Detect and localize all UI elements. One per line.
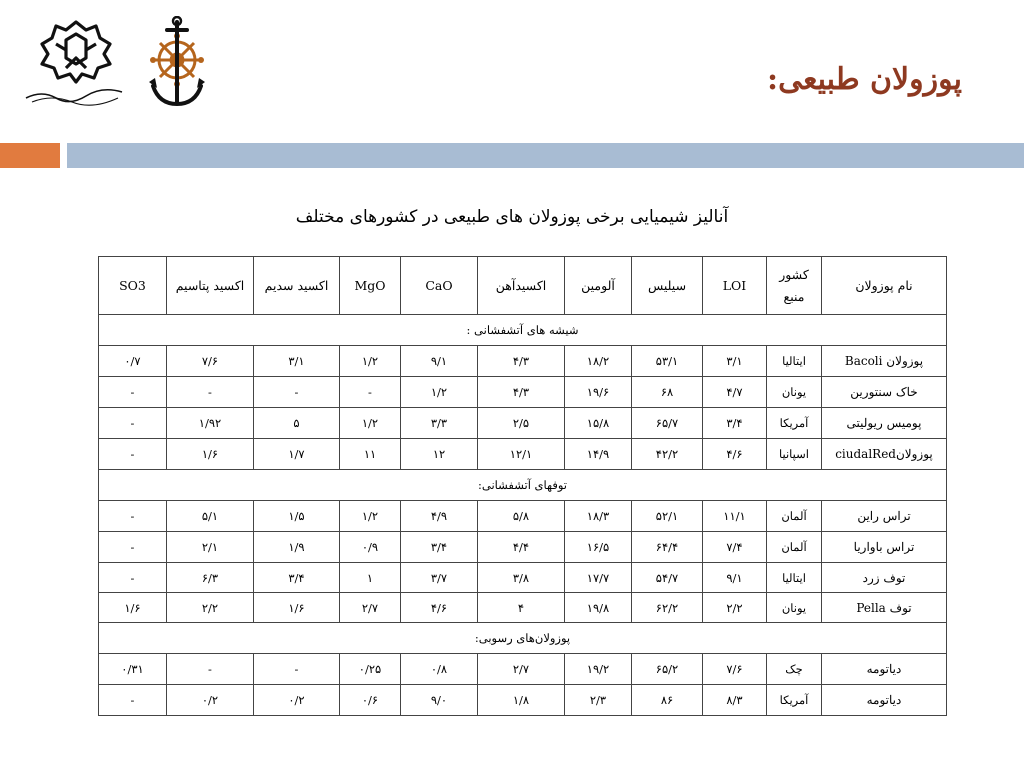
country-cell: آلمان — [767, 501, 822, 532]
accent-bar-blue — [67, 143, 1024, 168]
pozzolan-name-cell: توف زرد — [822, 563, 947, 593]
value-cell: - — [340, 377, 401, 408]
col-header-loi: LOI — [703, 257, 767, 315]
value-cell: ۸/۳ — [703, 685, 767, 716]
table-caption: آنالیز شیمیایی برخی پوزولان های طبیعی در کشورهای مختلف — [295, 207, 729, 227]
col-header-mgo: MgO — [340, 257, 401, 315]
value-cell: - — [99, 408, 167, 439]
value-cell: ۳/۸ — [478, 563, 565, 593]
value-cell: - — [167, 377, 254, 408]
value-cell: ۲/۲ — [703, 593, 767, 623]
country-cell: یونان — [767, 377, 822, 408]
value-cell: ۰/۸ — [401, 654, 478, 685]
value-cell: ۷/۶ — [167, 346, 254, 377]
value-cell: ۴۲/۲ — [632, 439, 703, 470]
value-cell: ۱/۲ — [401, 377, 478, 408]
table-row — [99, 377, 947, 408]
university-knot-logo — [22, 14, 130, 106]
value-cell: ۶۵/۲ — [632, 654, 703, 685]
table-row — [99, 685, 947, 716]
value-cell: ۷/۶ — [703, 654, 767, 685]
value-cell: ۰/۳۱ — [99, 654, 167, 685]
value-cell: - — [99, 501, 167, 532]
value-cell: ۴ — [478, 593, 565, 623]
value-cell: ۲/۷ — [340, 593, 401, 623]
value-cell: ۶۸ — [632, 377, 703, 408]
value-cell: ۱۸/۳ — [565, 501, 632, 532]
table-row — [99, 532, 947, 563]
value-cell: ۵/۱ — [167, 501, 254, 532]
value-cell: ۱۹/۲ — [565, 654, 632, 685]
group-row — [99, 623, 947, 654]
pozzolan-name-cell: دیاتومه — [822, 685, 947, 716]
value-cell: ۱/۹۲ — [167, 408, 254, 439]
anchor-wheel-logo — [143, 16, 215, 110]
country-cell: چک — [767, 654, 822, 685]
value-cell: ۲/۱ — [167, 532, 254, 563]
value-cell: ۳/۷ — [401, 563, 478, 593]
value-cell: ۰/۲ — [167, 685, 254, 716]
table-row — [99, 563, 947, 593]
value-cell: ۹/۰ — [401, 685, 478, 716]
value-cell: ۱۴/۹ — [565, 439, 632, 470]
col-header-so3: SO3 — [99, 257, 167, 315]
table-row — [99, 408, 947, 439]
table-row — [99, 346, 947, 377]
value-cell: ۱۹/۸ — [565, 593, 632, 623]
value-cell: ۱/۲ — [340, 346, 401, 377]
col-header-name: نام پوزولان — [822, 257, 947, 315]
country-cell: آمریکا — [767, 408, 822, 439]
value-cell: ۲/۷ — [478, 654, 565, 685]
value-cell: ۱ — [340, 563, 401, 593]
value-cell: ۱/۶ — [99, 593, 167, 623]
value-cell: ۰/۷ — [99, 346, 167, 377]
value-cell: - — [254, 377, 340, 408]
country-cell: آمریکا — [767, 685, 822, 716]
value-cell: ۱/۶ — [254, 593, 340, 623]
value-cell: ۴/۶ — [703, 439, 767, 470]
value-cell: - — [99, 563, 167, 593]
value-cell: ۱۵/۸ — [565, 408, 632, 439]
col-header-al2o3: آلومین — [565, 257, 632, 315]
pozzolan-name-cell: پوزولانciudalRed — [822, 439, 947, 470]
col-header-na2o: اکسید سدیم — [254, 257, 340, 315]
table-row — [99, 501, 947, 532]
col-header-sio2: سیلیس — [632, 257, 703, 315]
country-cell: ایتالیا — [767, 346, 822, 377]
value-cell: ۱۸/۲ — [565, 346, 632, 377]
group-row — [99, 315, 947, 346]
pozzolan-name-cell: پوزولان Bacoli — [822, 346, 947, 377]
value-cell: ۴/۶ — [401, 593, 478, 623]
value-cell: - — [254, 654, 340, 685]
pozzolan-name-cell: پومیس ریولیتی — [822, 408, 947, 439]
table-row — [99, 654, 947, 685]
value-cell: ۱۲ — [401, 439, 478, 470]
value-cell: ۵/۸ — [478, 501, 565, 532]
value-cell: ۲/۲ — [167, 593, 254, 623]
value-cell: ۳/۴ — [401, 532, 478, 563]
value-cell: ۶۵/۷ — [632, 408, 703, 439]
value-cell: ۲/۵ — [478, 408, 565, 439]
value-cell: ۱/۵ — [254, 501, 340, 532]
value-cell: ۶۲/۲ — [632, 593, 703, 623]
value-cell: ۳/۱ — [703, 346, 767, 377]
value-cell: ۵۴/۷ — [632, 563, 703, 593]
value-cell: ۱/۷ — [254, 439, 340, 470]
value-cell: - — [99, 439, 167, 470]
value-cell: ۲/۳ — [565, 685, 632, 716]
col-header-cao: CaO — [401, 257, 478, 315]
value-cell: ۴/۷ — [703, 377, 767, 408]
value-cell: ۱۱/۱ — [703, 501, 767, 532]
table-row — [99, 593, 947, 623]
value-cell: ۴/۴ — [478, 532, 565, 563]
pozzolan-name-cell: خاک سنتورین — [822, 377, 947, 408]
slide-title: پوزولان طبیعی: — [767, 62, 962, 97]
group-label: توفهای آتشفشانی: — [99, 470, 947, 501]
value-cell: ۰/۹ — [340, 532, 401, 563]
value-cell: ۱/۸ — [478, 685, 565, 716]
value-cell: ۹/۱ — [703, 563, 767, 593]
value-cell: ۱/۲ — [340, 501, 401, 532]
value-cell: ۰/۶ — [340, 685, 401, 716]
value-cell: ۶۴/۴ — [632, 532, 703, 563]
chemical-analysis-table — [98, 256, 947, 716]
accent-bar-orange — [0, 143, 60, 168]
value-cell: ۷/۴ — [703, 532, 767, 563]
value-cell: ۸۶ — [632, 685, 703, 716]
value-cell: ۹/۱ — [401, 346, 478, 377]
value-cell: ۱۶/۵ — [565, 532, 632, 563]
country-cell: ایتالیا — [767, 563, 822, 593]
table-row — [99, 439, 947, 470]
value-cell: ۳/۳ — [401, 408, 478, 439]
value-cell: ۴/۹ — [401, 501, 478, 532]
value-cell: ۳/۴ — [703, 408, 767, 439]
country-cell: یونان — [767, 593, 822, 623]
value-cell: ۴/۳ — [478, 346, 565, 377]
group-row — [99, 470, 947, 501]
value-cell: - — [167, 654, 254, 685]
value-cell: ۱۲/۱ — [478, 439, 565, 470]
value-cell: ۱/۹ — [254, 532, 340, 563]
value-cell: ۰/۲۵ — [340, 654, 401, 685]
value-cell: - — [99, 532, 167, 563]
pozzolan-name-cell: تراس راین — [822, 501, 947, 532]
value-cell: ۱۹/۶ — [565, 377, 632, 408]
col-header-k2o: اکسید پتاسیم — [167, 257, 254, 315]
value-cell: ۳/۴ — [254, 563, 340, 593]
country-cell: اسپانیا — [767, 439, 822, 470]
group-label: شیشه های آتشفشانی : — [99, 315, 947, 346]
value-cell: ۳/۱ — [254, 346, 340, 377]
group-label: پوزولان‌های رسوبی: — [99, 623, 947, 654]
value-cell: ۵۳/۱ — [632, 346, 703, 377]
value-cell: ۱۷/۷ — [565, 563, 632, 593]
pozzolan-name-cell: دیاتومه — [822, 654, 947, 685]
pozzolan-name-cell: توف Pella — [822, 593, 947, 623]
col-header-fe2o3: اکسیدآهن — [478, 257, 565, 315]
col-header-country: کشور منبع — [767, 257, 822, 315]
value-cell: ۰/۲ — [254, 685, 340, 716]
value-cell: ۴/۳ — [478, 377, 565, 408]
value-cell: ۶/۳ — [167, 563, 254, 593]
value-cell: - — [99, 377, 167, 408]
value-cell: ۱۱ — [340, 439, 401, 470]
value-cell: ۵۲/۱ — [632, 501, 703, 532]
value-cell: ۵ — [254, 408, 340, 439]
value-cell: - — [99, 685, 167, 716]
value-cell: ۱/۲ — [340, 408, 401, 439]
table-header-row — [99, 257, 947, 315]
value-cell: ۱/۶ — [167, 439, 254, 470]
country-cell: آلمان — [767, 532, 822, 563]
pozzolan-name-cell: تراس باواریا — [822, 532, 947, 563]
